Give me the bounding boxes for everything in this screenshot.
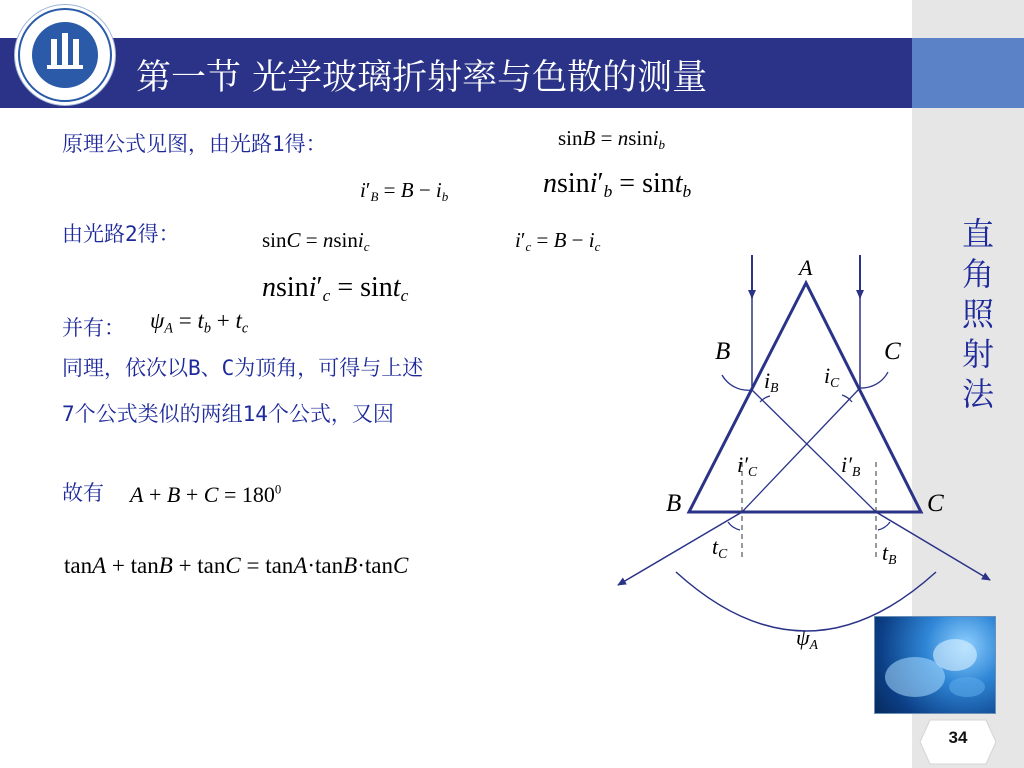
label-tB: $t_B$ — [882, 540, 897, 568]
label-tC: $t_C$ — [712, 534, 728, 562]
text-line-4: 同理，依次以B、C为顶角，可得与上述 — [62, 356, 424, 380]
equation-5: $i'_c = B - i_c$ — [515, 228, 601, 254]
label-apex: A — [799, 255, 813, 280]
logo-year: 1958 — [54, 72, 76, 82]
vertical-side-title: 直角照射法 — [961, 215, 994, 413]
equation-3: $nsini'_b = \sin t_b$ — [543, 168, 692, 202]
label-iC-prime: $i'_C$ — [737, 452, 758, 480]
label-iC: $i_C$ — [824, 363, 840, 391]
text-line-3: 并有： — [62, 316, 125, 340]
equation-7: $\psi_A = t_b + t_c$ — [150, 308, 249, 337]
text-line-6: 故有 — [62, 481, 104, 505]
page-number: 34 — [948, 728, 968, 747]
label-iB-prime: $i'_B$ — [841, 452, 861, 480]
equation-9: tanA + tanB + tanC = tanA·tanB·tanC — [64, 553, 409, 578]
equation-1: sinB = nsini$_b$ — [558, 126, 666, 152]
text-line-1: 原理公式见图，由光路1得： — [62, 132, 327, 156]
slide-title: 第一节 光学玻璃折射率与色散的测量 — [136, 58, 708, 98]
equation-4: sinC = nsini$_c$ — [262, 228, 370, 254]
equation-6: $nsini'_c = \sin t_c$ — [262, 272, 409, 306]
label-right-base: C — [927, 490, 944, 517]
label-iB: $i_B$ — [764, 368, 779, 396]
text-line-5: 7个公式类似的两组14个公式，又因 — [62, 402, 394, 426]
label-right-upper: C — [884, 338, 901, 365]
equation-8: $A + B + C = 180^0$ — [130, 482, 282, 507]
text-line-2: 由光路2得： — [62, 222, 180, 246]
label-left-base: B — [666, 490, 682, 517]
label-left-upper: B — [715, 338, 731, 365]
equation-2: $i'_B = B - i_b$ — [360, 178, 449, 204]
label-psi: $\psi_A$ — [796, 625, 818, 653]
